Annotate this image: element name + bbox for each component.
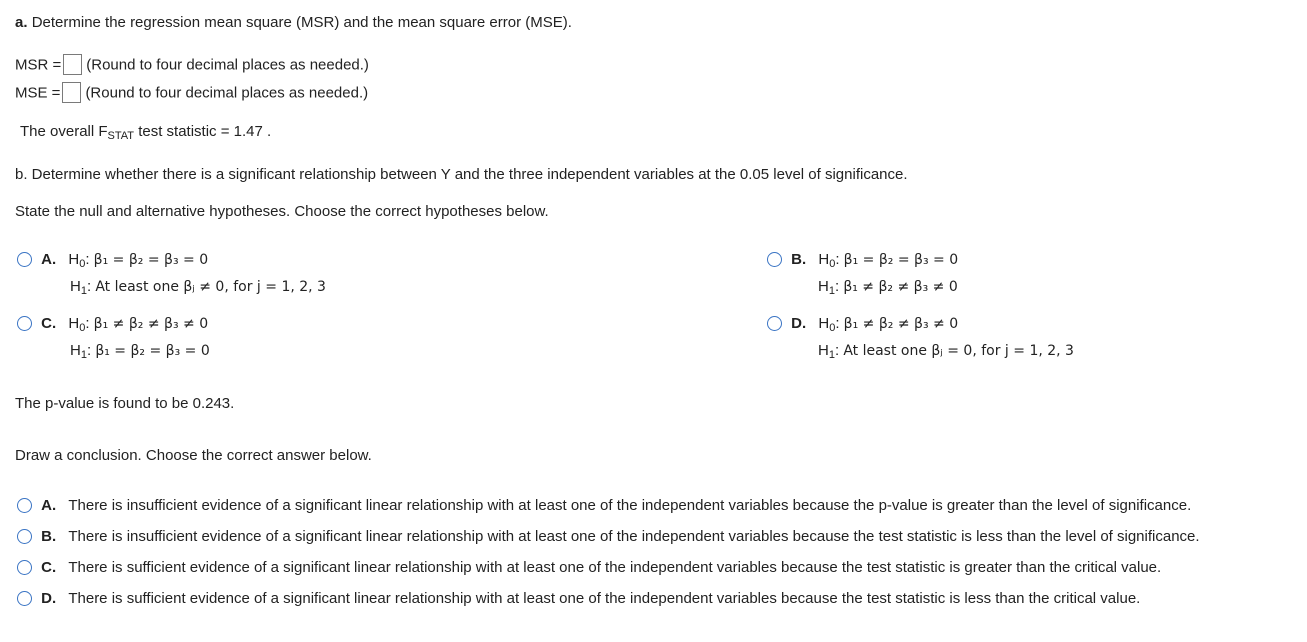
option-text: There is sufficient evidence of a significant linear relationship with at least one of the independent variables because the test statistic is greater than the critical value. <box>68 559 1162 576</box>
hyp-option-d-h1: $H_1$: At least one βⱼ = 0, for j = 1, 2, 3 <box>818 342 1074 361</box>
fstat-prefix: The overall F <box>20 123 108 140</box>
fstat-statement <box>20 123 271 141</box>
h1-expression: At least one βⱼ ≠ 0, for j = 1, 2, 3 <box>95 279 326 295</box>
part-a-heading <box>15 14 572 32</box>
radio-button[interactable] <box>17 529 32 544</box>
part-b-question: b. Determine whether there is a significant relationship between Y and the three independent variables at the 0.05 level of significance. <box>15 166 908 183</box>
option-letter: B. <box>791 251 807 268</box>
h0-line: $H_0$: β₁ = β₂ = β₃ = 0 <box>68 251 209 270</box>
radio-button[interactable] <box>767 252 782 267</box>
pvalue-statement: The p-value is found to be 0.243. <box>15 395 235 412</box>
option-letter: D. <box>791 315 807 332</box>
conclusion-option-b[interactable] <box>17 528 1200 546</box>
hyp-option-d[interactable] <box>767 315 958 333</box>
option-text: There is insufficient evidence of a significant linear relationship with at least one of the independent variables because the p-value is greater than the level of significance. <box>68 497 1192 514</box>
h1-expression: β₁ = β₂ = β₃ = 0 <box>95 343 210 359</box>
conclusion-option-d[interactable] <box>17 590 1140 608</box>
option-letter: A. <box>41 497 57 514</box>
h1-expression: β₁ ≠ β₂ ≠ β₃ ≠ 0 <box>843 279 958 295</box>
fstat-suffix: test statistic = 1.47 . <box>138 123 272 140</box>
msr-input[interactable] <box>63 54 82 75</box>
mse-round-note: (Round to four decimal places as needed.) <box>85 84 369 102</box>
mse-label: MSE = <box>15 84 61 102</box>
option-letter: C. <box>41 559 57 576</box>
h0-expression: β₁ = β₂ = β₃ = 0 <box>93 252 209 268</box>
conclusion-option-a[interactable] <box>17 497 1191 515</box>
mse-row <box>15 83 368 104</box>
msr-round-note: (Round to four decimal places as needed.) <box>86 56 369 74</box>
hyp-option-b[interactable] <box>767 251 958 269</box>
hyp-option-a-h1: $H_1$: At least one βⱼ ≠ 0, for j = 1, 2, 3 <box>70 278 326 297</box>
option-letter: D. <box>41 590 57 607</box>
part-a-text: Determine the regression mean square (MSR) and the mean square error (MSE). <box>31 14 572 31</box>
h0-line: $H_0$: β₁ = β₂ = β₃ = 0 <box>818 251 959 270</box>
radio-button[interactable] <box>17 498 32 513</box>
h0-expression: β₁ = β₂ = β₃ = 0 <box>843 252 959 268</box>
h0-expression: β₁ ≠ β₂ ≠ β₃ ≠ 0 <box>843 316 959 332</box>
h0-expression: β₁ ≠ β₂ ≠ β₃ ≠ 0 <box>93 316 209 332</box>
h0-line: $H_0$: β₁ ≠ β₂ ≠ β₃ ≠ 0 <box>818 315 959 334</box>
radio-button[interactable] <box>767 316 782 331</box>
msr-row <box>15 55 369 76</box>
h1-expression: At least one βⱼ = 0, for j = 1, 2, 3 <box>843 343 1074 359</box>
conclusion-prompt: Draw a conclusion. Choose the correct answer below. <box>15 447 372 464</box>
hyp-option-c[interactable] <box>17 315 208 333</box>
hyp-option-a[interactable] <box>17 251 208 269</box>
fstat-subscript: STAT <box>107 130 135 142</box>
option-letter: A. <box>41 251 57 268</box>
radio-button[interactable] <box>17 591 32 606</box>
hypotheses-prompt: State the null and alternative hypotheses. Choose the correct hypotheses below. <box>15 203 549 220</box>
msr-label: MSR = <box>15 56 62 74</box>
option-letter: C. <box>41 315 57 332</box>
hyp-option-b-h1: $H_1$: β₁ ≠ β₂ ≠ β₃ ≠ 0 <box>818 278 958 297</box>
option-text: There is insufficient evidence of a significant linear relationship with at least one of the independent variables because the test statistic is less than the level of significance. <box>68 528 1200 545</box>
radio-button[interactable] <box>17 252 32 267</box>
option-letter: B. <box>41 528 57 545</box>
radio-button[interactable] <box>17 560 32 575</box>
h0-line: $H_0$: β₁ ≠ β₂ ≠ β₃ ≠ 0 <box>68 315 209 334</box>
conclusion-option-c[interactable] <box>17 559 1161 577</box>
hyp-option-c-h1: $H_1$: β₁ = β₂ = β₃ = 0 <box>70 342 210 361</box>
radio-button[interactable] <box>17 316 32 331</box>
option-text: There is sufficient evidence of a significant linear relationship with at least one of the independent variables because the test statistic is less than the critical value. <box>68 590 1141 607</box>
mse-input[interactable] <box>62 82 81 103</box>
part-a-label: a. <box>15 14 28 31</box>
